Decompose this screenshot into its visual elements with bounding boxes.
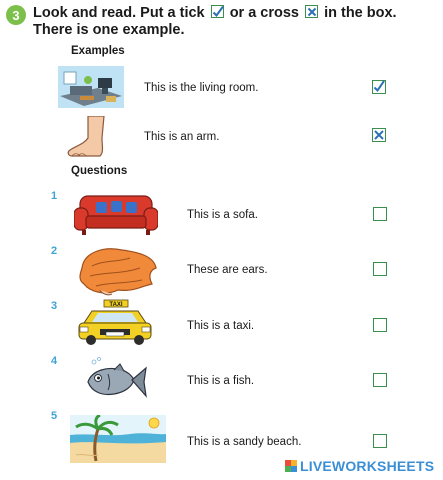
question-number-3: 3 bbox=[51, 300, 58, 312]
exercise-number-badge: 3 bbox=[6, 5, 26, 25]
hair-picture bbox=[78, 246, 158, 303]
fish-picture bbox=[84, 356, 148, 407]
example-sentence-2: This is an arm. bbox=[144, 131, 220, 143]
instruction-part-3: in the box. There is one example. bbox=[33, 5, 397, 38]
brand-logo-icon bbox=[285, 460, 297, 472]
question-sentence-3: This is a taxi. bbox=[187, 320, 255, 332]
question-number-1: 1 bbox=[51, 190, 58, 202]
tick-icon bbox=[372, 80, 386, 94]
examples-heading: Examples bbox=[71, 45, 125, 57]
instruction-text bbox=[33, 5, 433, 39]
questions-heading: Questions bbox=[71, 165, 128, 177]
answer-box-3[interactable] bbox=[373, 318, 387, 332]
instruction-part-2: or a cross bbox=[229, 5, 300, 21]
tick-sample-icon bbox=[211, 5, 224, 18]
cross-sample-icon bbox=[305, 5, 318, 18]
question-sentence-2: These are ears. bbox=[187, 264, 268, 276]
instruction-part-1: Look and read. Put a tick bbox=[33, 5, 205, 21]
sofa-picture bbox=[74, 192, 158, 241]
question-number-2: 2 bbox=[51, 245, 58, 257]
answer-box-4[interactable] bbox=[373, 373, 387, 387]
question-number-5: 5 bbox=[51, 410, 58, 422]
answer-box-2[interactable] bbox=[373, 262, 387, 276]
example-sentence-1: This is the living room. bbox=[144, 82, 259, 94]
foot-picture bbox=[66, 116, 114, 165]
taxi-picture bbox=[76, 299, 154, 352]
brand-logo bbox=[285, 458, 434, 474]
question-sentence-5: This is a sandy beach. bbox=[187, 436, 302, 448]
example-answer-box-1 bbox=[372, 80, 386, 94]
brand-name: LIVEWORKSHEETS bbox=[300, 458, 435, 474]
question-sentence-1: This is a sofa. bbox=[187, 209, 258, 221]
question-sentence-4: This is a fish. bbox=[187, 375, 255, 387]
answer-box-5[interactable] bbox=[373, 434, 387, 448]
question-number-4: 4 bbox=[51, 355, 58, 367]
beach-picture bbox=[70, 415, 166, 468]
taxi-sign-text: TAXI bbox=[109, 302, 123, 308]
example-answer-box-2 bbox=[372, 128, 386, 142]
answer-box-1[interactable] bbox=[373, 207, 387, 221]
cross-icon bbox=[372, 128, 386, 142]
living-room-picture bbox=[58, 66, 124, 113]
